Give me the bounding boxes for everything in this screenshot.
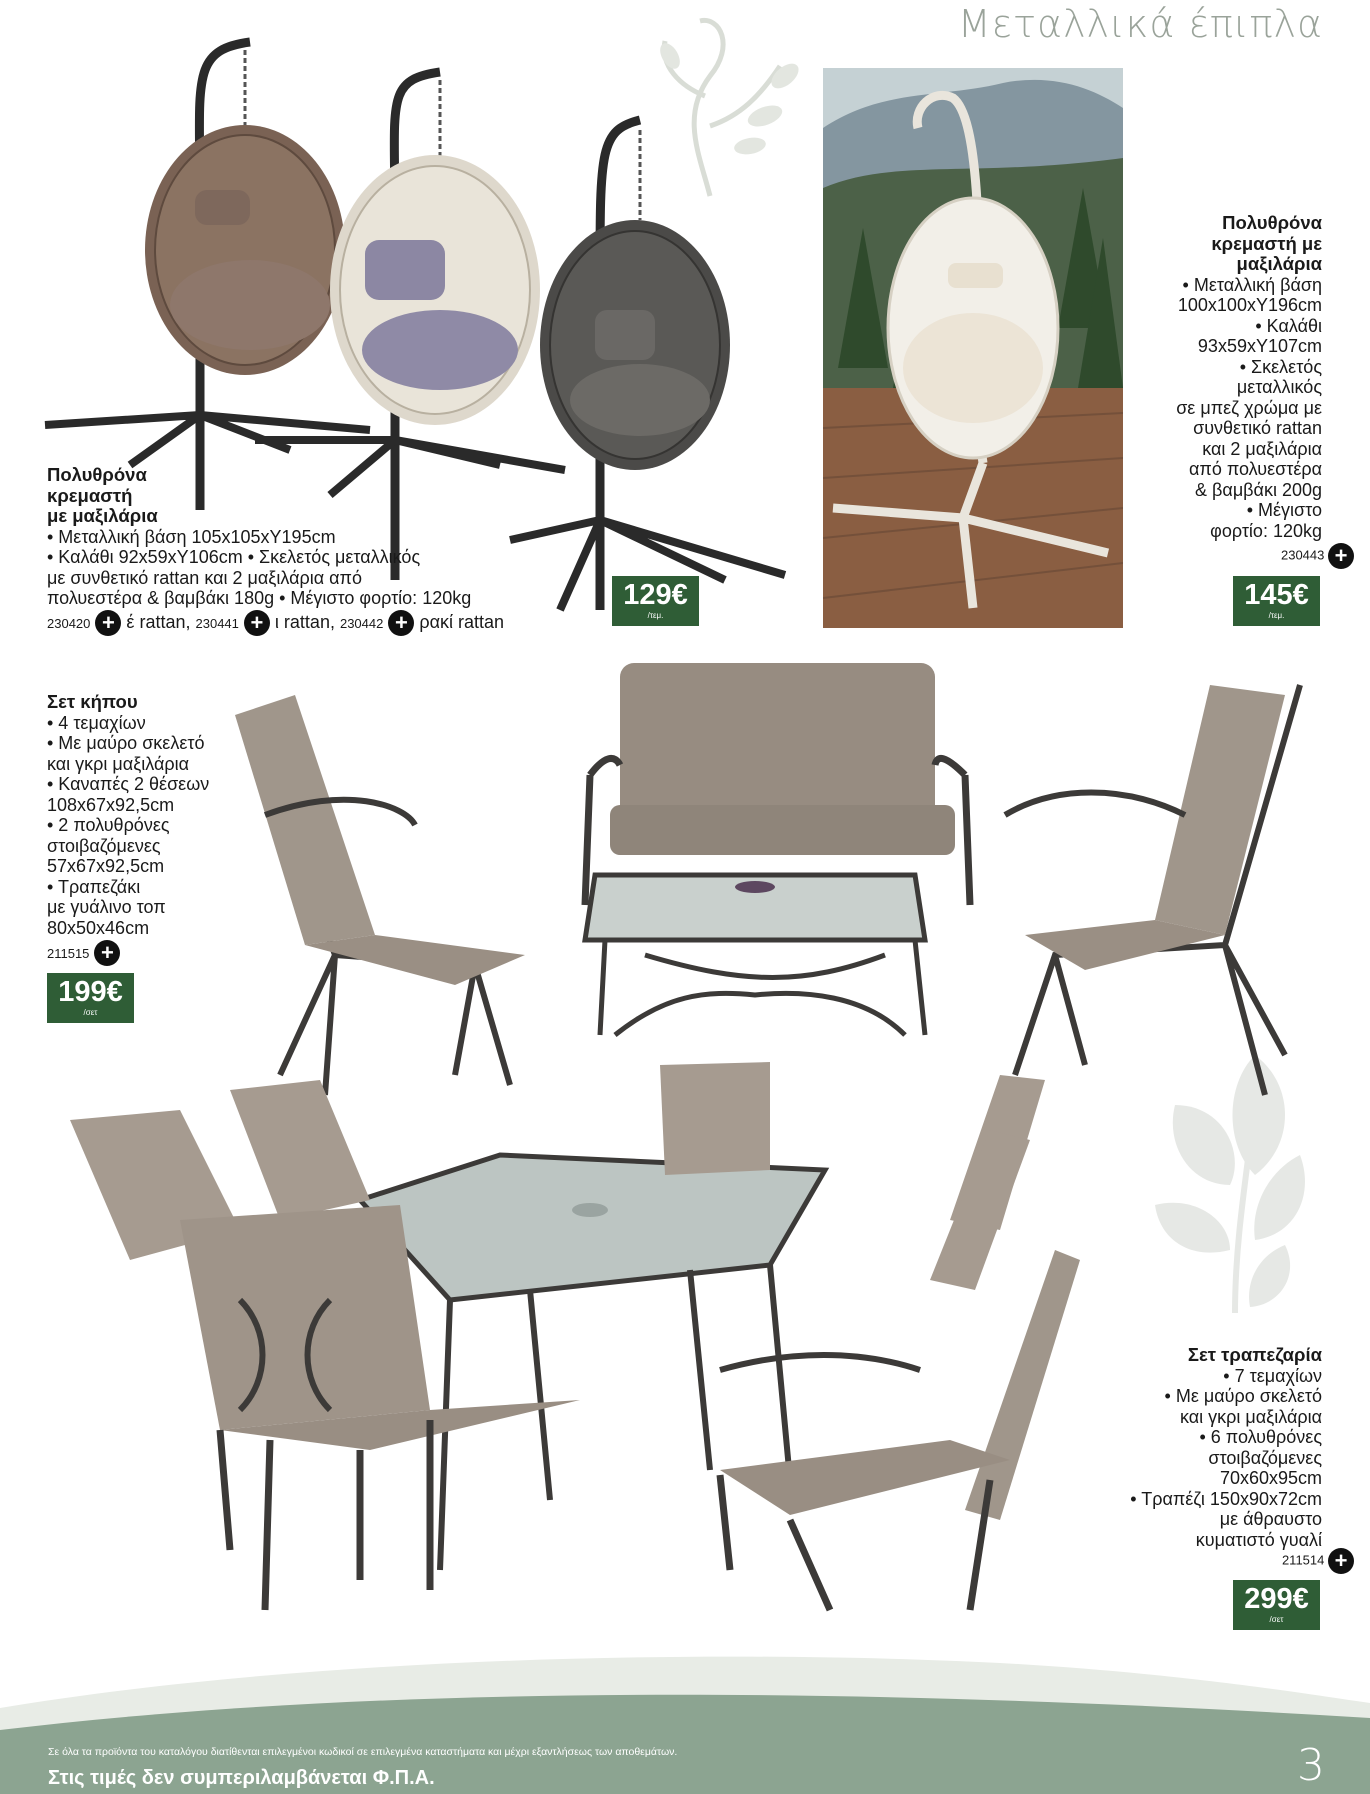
variant-label: έ rattan,: [126, 611, 191, 632]
spec-line: από πολυεστέρα: [1189, 459, 1322, 479]
price-amount: 299€: [1244, 1583, 1309, 1615]
spec-line: στοιβαζόμενες: [47, 835, 161, 856]
spec-line: πολυεστέρα & βαμβάκι 180g • Μέγιστο φορτίο: 120kg: [47, 588, 472, 608]
dining-set-photo: [70, 1050, 1120, 1640]
spec-line: συνθετικό rattan: [1193, 418, 1322, 438]
spec-line: 70x60x95cm: [1219, 1468, 1322, 1488]
product-title: Σετ κήπου: [47, 691, 138, 712]
price-amount: 145€: [1244, 579, 1309, 611]
spec-line: με γυάλινο τοπ: [47, 897, 166, 917]
plus-icon[interactable]: +: [1328, 1548, 1354, 1574]
footer-note: Σε όλα τα προϊόντα του καταλόγου διατίθενται επιλεγμένοι κωδικοί σε επιλεγμένα καταστήματα και μέχρι εξαντλήσεως των αποθεμάτων.: [48, 1746, 678, 1758]
spec-line: • Σκελετός: [1239, 356, 1322, 377]
price-unit: /σετ: [1269, 1615, 1284, 1624]
spec-line: • Μεταλλική βάση 105x105xΥ195cm: [47, 526, 336, 547]
beige-hanging-chair-photo: [823, 68, 1123, 628]
garden-set-photo: [225, 655, 1305, 1105]
spec-line: • Τραπέζι 150x90x72cm: [1130, 1488, 1322, 1509]
product-title: Πολυθρόνα κρεμαστή με μαξιλάρια: [1211, 212, 1322, 274]
variant-label: ρακί rattan: [419, 611, 505, 632]
price-tag: [612, 576, 699, 626]
spec-line: μεταλλικός: [1236, 377, 1322, 397]
spec-line: & βαμβάκι 200g: [1195, 479, 1322, 500]
spec-line: • Καλάθι 92x59xΥ106cm • Σκελετός μεταλλικός: [47, 547, 421, 567]
spec-line: φορτίο: 120kg: [1210, 520, 1322, 541]
plus-icon[interactable]: +: [95, 610, 121, 636]
plus-icon[interactable]: +: [388, 610, 414, 636]
section-title: Μεταλλικά έπιπλα: [957, 2, 1323, 46]
plus-icon[interactable]: +: [244, 610, 270, 636]
price-unit: /σετ: [83, 1008, 98, 1017]
spec-line: • 2 πολυθρόνες: [47, 815, 170, 835]
spec-line: • Τραπεζάκι: [47, 876, 141, 897]
price-unit: /τεμ.: [647, 611, 664, 620]
spec-line: • Μεταλλική βάση: [1182, 274, 1322, 295]
price-tag: [1233, 1580, 1320, 1630]
garden-set-description: [47, 692, 237, 966]
price-amount: 199€: [58, 976, 123, 1008]
price-tag: [47, 973, 134, 1023]
product-title: Πολυθρόνα κρεμαστή με μαξιλάρια: [47, 464, 158, 526]
spec-line: και γκρι μαξιλάρια: [47, 753, 190, 774]
spec-line: και 2 μαξιλάρια: [1202, 438, 1322, 459]
product-code: 211514: [1281, 1552, 1325, 1568]
spec-line: • 7 τεμαχίων: [1223, 1365, 1322, 1386]
product-code: 230420: [47, 615, 91, 631]
spec-line: • Καναπές 2 θέσεων: [47, 774, 210, 794]
variant-codes: [47, 610, 567, 636]
spec-line: με συνθετικό rattan και 2 μαξιλάρια από: [47, 567, 362, 588]
product-title: Σετ τραπεζαρία: [1187, 1344, 1322, 1365]
plus-icon[interactable]: +: [1328, 543, 1354, 569]
spec-line: • 4 τεμαχίων: [47, 712, 146, 733]
spec-line: κυματιστό γυαλί: [1195, 1529, 1322, 1550]
spec-line: σε μπεζ χρώμα με: [1176, 397, 1322, 418]
vat-notice: Στις τιμές δεν συμπεριλαμβάνεται Φ.Π.Α.: [48, 1767, 435, 1789]
spec-line: 100x100xΥ196cm: [1177, 295, 1322, 315]
spec-line: 93x59xΥ107cm: [1197, 336, 1322, 356]
price-amount: 129€: [623, 579, 688, 611]
spec-line: στοιβαζόμενες: [1208, 1447, 1322, 1468]
spec-line: 80x50x46cm: [47, 917, 150, 938]
product-code: 211515: [47, 945, 90, 961]
price-unit: /τεμ.: [1268, 611, 1285, 620]
spec-line: • Με μαύρο σκελετό: [47, 733, 205, 753]
hanging-chairs-description: [47, 465, 567, 636]
spec-line: 108x67x92,5cm: [47, 794, 175, 815]
product-code: 230443: [1280, 547, 1325, 563]
spec-line: • Με μαύρο σκελετό: [1164, 1386, 1322, 1406]
spec-line: • 6 πολυθρόνες: [1199, 1427, 1322, 1447]
product-code: 230442: [339, 615, 384, 631]
spec-line: με άθραυστο: [1219, 1509, 1322, 1529]
product-code: 230441: [195, 615, 239, 631]
product-code-row: [1282, 1548, 1354, 1574]
price-tag: [1233, 576, 1320, 626]
page-number: 3: [1297, 1740, 1325, 1791]
spec-line: • Καλάθι: [1255, 315, 1322, 336]
product-code-row: [47, 940, 237, 966]
spec-line: 57x67x92,5cm: [47, 856, 165, 876]
spec-line: • Μέγιστο: [1246, 500, 1322, 520]
beige-hanging-chair-description: [1122, 213, 1322, 541]
variant-label: ι rattan,: [274, 611, 335, 632]
spec-line: και γκρι μαξιλάρια: [1179, 1406, 1322, 1427]
dining-set-description: [1092, 1345, 1322, 1550]
plus-icon[interactable]: +: [94, 940, 120, 966]
product-code-row: [1281, 543, 1354, 569]
